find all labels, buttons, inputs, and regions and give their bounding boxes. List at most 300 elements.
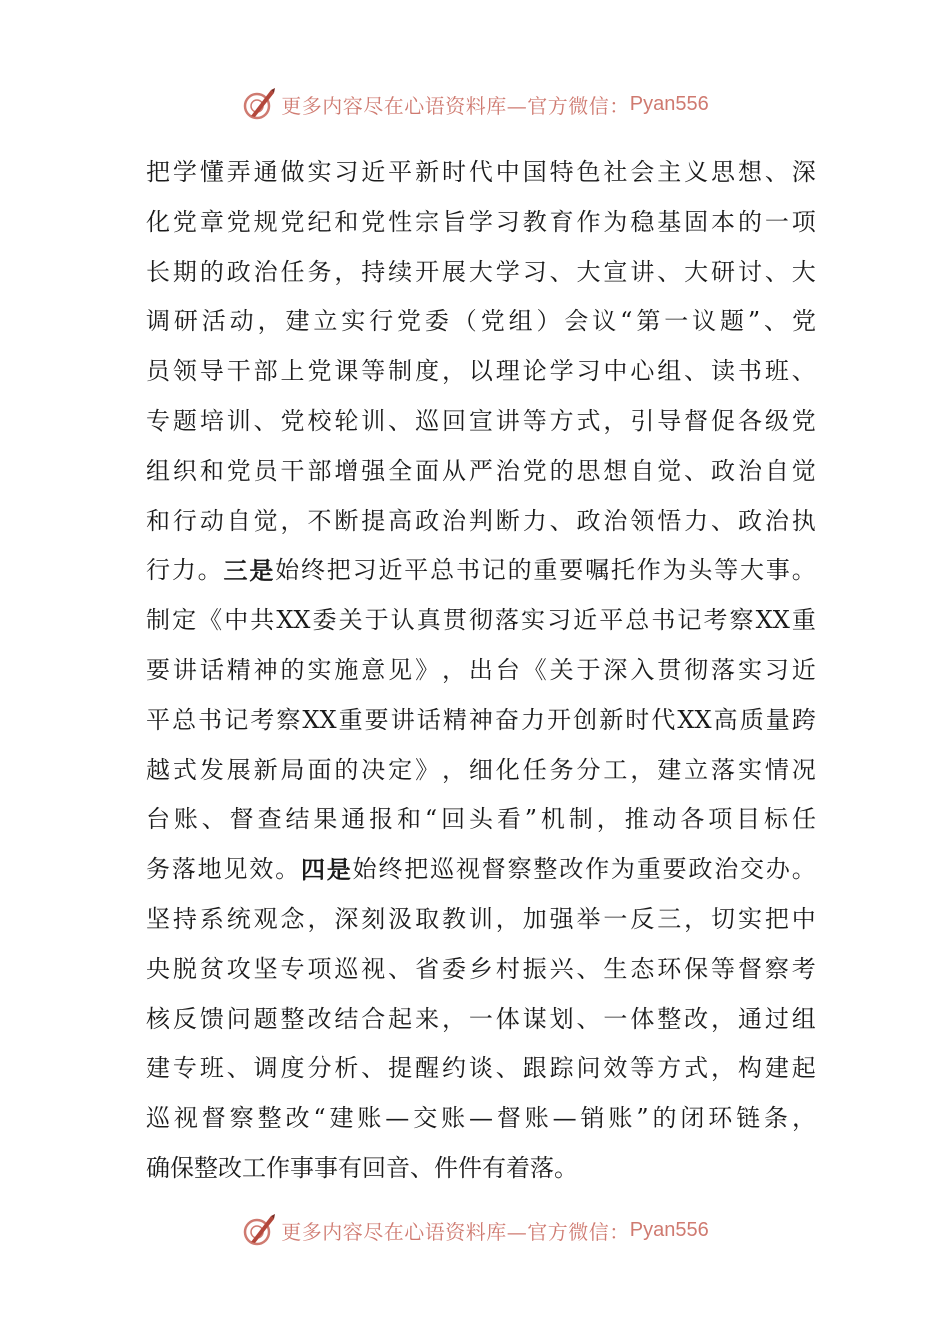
glyph: 组 [791,1004,816,1033]
glyph: 促 [711,406,736,435]
glyph: 立 [313,307,338,336]
glyph: 上 [280,357,305,386]
glyph: 全 [388,456,413,485]
glyph: 共 [250,606,275,635]
glyph: 《 [198,606,223,635]
glyph: 书 [455,556,480,585]
glyph: 音 [386,1153,410,1182]
glyph: 《 [522,655,547,684]
glyph: 活 [201,307,226,336]
glyph: 振 [522,954,547,983]
text-line [146,397,816,447]
glyph: 习 [352,556,377,585]
quill-logo-icon [241,1212,277,1248]
glyph: 期 [172,257,197,286]
glyph: “ [424,805,438,834]
glyph: 义 [684,158,709,186]
glyph: 持 [361,257,386,286]
glyph: 议 [592,307,617,336]
glyph: 导 [657,406,682,435]
glyph: 研 [173,307,198,336]
glyph: 精 [226,655,251,684]
glyph: 视 [173,1104,198,1133]
glyph: 入 [630,655,655,684]
glyph: 督 [496,1104,521,1133]
glyph: 局 [280,755,305,784]
glyph: 习 [334,158,359,186]
glyph: 巡 [430,855,455,884]
text-line [146,1144,816,1194]
glyph: 治 [441,506,466,535]
glyph: 见 [223,855,248,884]
glyph: 自 [630,456,655,485]
glyph: 党 [522,456,547,485]
glyph: 察 [729,606,754,635]
glyph: 党 [397,307,422,336]
glyph: 出 [468,655,493,684]
glyph: 训 [226,406,251,435]
glyph: 近 [791,655,816,684]
glyph: 严 [468,456,493,485]
glyph: 觉 [791,456,816,485]
glyph: 近 [378,556,403,585]
glyph: 力 [521,705,546,734]
glyph: 系 [199,904,224,933]
glyph: 的 [507,556,532,585]
glyph: 题 [172,406,197,435]
glyph: 实 [521,606,546,635]
glyph: 过 [764,1004,789,1033]
glyph: 事 [314,1153,338,1182]
glyph: 教 [441,904,466,933]
glyph: 自 [226,506,251,535]
glyph: XX [677,705,712,734]
text-line [146,447,816,497]
glyph: 第 [636,307,661,336]
glyph: 社 [603,158,628,186]
glyph: ， [441,655,466,684]
glyph: 动 [652,805,677,834]
glyph: 、 [711,506,736,535]
glyph: 国 [522,158,547,186]
glyph: 固 [684,207,709,236]
glyph: 切 [711,904,736,933]
glyph: 任 [791,805,816,834]
glyph: 从 [441,456,466,485]
glyph: 近 [573,606,598,635]
glyph: 央 [146,954,170,983]
glyph: 把 [764,904,789,933]
glyph: 学 [549,357,574,386]
glyph: 持 [172,904,197,933]
glyph: 等 [711,954,736,983]
glyph: 断 [495,506,520,535]
glyph: 重 [791,606,816,635]
glyph: 链 [736,1104,761,1133]
glyph: — [468,1104,493,1133]
glyph: 有 [482,1153,506,1182]
glyph: 度 [415,357,440,386]
glyph: 事 [765,556,790,585]
glyph: 政 [226,257,251,286]
glyph: 条 [764,1104,789,1133]
glyph: 取 [415,904,440,933]
glyph: 有 [338,1153,362,1182]
glyph: 刻 [361,904,386,933]
glyph: 时 [441,158,466,186]
glyph: 生 [603,954,628,983]
glyph: 不 [307,506,332,535]
glyph: 关 [549,655,574,684]
glyph: 改 [307,1004,332,1033]
glyph: 。 [791,855,816,884]
glyph: 班 [764,357,789,386]
glyph: 重 [533,556,558,585]
glyph: 查 [257,805,282,834]
glyph: 定 [388,755,413,784]
glyph: 弄 [226,158,251,186]
glyph: 一 [603,904,628,933]
glyph: 的 [549,456,574,485]
glyph: 实 [737,655,762,684]
glyph: 讲 [172,655,197,684]
glyph: 创 [573,705,598,734]
glyph: 建 [285,307,310,336]
glyph: 一 [764,207,789,236]
glyph: 三 [657,904,682,933]
glyph: 终 [378,855,403,884]
glyph: 记 [677,606,702,635]
glyph: 制 [146,606,170,635]
glyph: 等 [361,357,386,386]
glyph: 续 [388,257,413,286]
glyph: 观 [253,904,278,933]
glyph: 习 [547,606,572,635]
glyph: 整 [194,1153,218,1182]
glyph: 训 [468,904,493,933]
glyph: 题 [719,307,744,336]
glyph: 展 [441,257,466,286]
text-line [146,895,816,945]
glyph: 立 [684,755,709,784]
glyph: 建 [329,1104,354,1133]
glyph: 面 [307,755,332,784]
glyph: 领 [172,357,197,386]
glyph: 账 [608,1104,633,1133]
glyph: 讲 [390,705,415,734]
glyph: 改 [559,855,584,884]
glyph: 心 [630,357,655,386]
glyph: 精 [442,705,467,734]
glyph: ” [636,1104,649,1133]
glyph: 深 [334,904,359,933]
glyph: 建 [764,1054,789,1083]
glyph: 分 [307,1054,332,1083]
glyph: 理 [495,357,520,386]
glyph: 作 [585,855,610,884]
glyph: 项 [307,954,332,983]
glyph: 通 [341,805,366,834]
glyph: 回 [362,1153,386,1182]
glyph: 、 [791,357,816,386]
glyph: 督 [684,406,709,435]
glyph: 脱 [172,954,197,983]
glyph: 记 [481,556,506,585]
text-line [146,148,816,198]
glyph: 、 [549,506,574,535]
glyph: 治 [764,506,789,535]
glyph: 中 [495,158,520,186]
glyph: 会 [564,307,589,336]
glyph: 督 [229,805,254,834]
glyph: 新 [599,705,624,734]
glyph: 闭 [680,1104,705,1133]
glyph: 性 [388,207,413,236]
glyph: 政 [576,506,601,535]
glyph: 神 [253,655,278,684]
glyph: 作 [266,1153,290,1182]
glyph: 工 [603,755,628,784]
glyph: 反 [172,1004,197,1033]
glyph: 员 [146,357,170,386]
glyph: 判 [468,506,493,535]
glyph: 考 [703,606,728,635]
glyph: 实 [341,307,366,336]
glyph: XX [276,606,311,635]
bold-keyword: 四 [300,855,325,885]
text-line [146,646,816,696]
glyph: 面 [415,456,440,485]
text-line [146,198,816,248]
glyph: 治 [495,456,520,485]
glyph: 大 [791,257,816,286]
glyph: 落 [711,655,736,684]
glyph: 巡 [334,954,359,983]
glyph: 态 [630,954,655,983]
glyph: （ [452,307,477,336]
glyph: 轮 [334,406,359,435]
glyph: ， [791,1104,816,1133]
glyph: 作 [636,556,661,585]
glyph: 考 [791,954,816,983]
glyph: 着 [506,1153,530,1182]
banner-text: 更多内容尽在心语资料库—官方微信： [281,93,630,118]
glyph: 党 [226,207,251,236]
glyph: 习 [764,655,789,684]
glyph: 为 [662,556,687,585]
glyph: 督 [201,1104,226,1133]
glyph: 察 [764,954,789,983]
glyph: 强 [361,456,386,485]
glyph: 谋 [522,1004,547,1033]
glyph: 落 [530,1153,554,1182]
glyph: ， [603,406,628,435]
glyph: 治 [603,506,628,535]
glyph: 举 [576,904,601,933]
glyph: 合 [361,1004,386,1033]
banner-wechat-handle: Pyan556 [629,92,709,115]
glyph: 核 [146,1004,170,1033]
glyph: 目 [736,805,761,834]
glyph: 落 [494,606,519,635]
glyph: 制 [568,805,593,834]
glyph: 以 [468,357,493,386]
glyph: 考 [250,705,275,734]
glyph: 乡 [468,954,493,983]
glyph: ， [630,755,655,784]
glyph: 分 [576,755,601,784]
glyph: 馈 [199,1004,224,1033]
glyph: 委 [312,606,337,635]
glyph: 嘱 [585,556,610,585]
glyph: 意 [361,655,386,684]
glyph: 平 [599,606,624,635]
glyph: 的 [199,257,224,286]
glyph: 。 [791,556,816,585]
glyph: 会 [630,158,655,186]
glyph: 起 [791,1054,816,1083]
glyph: 懂 [199,158,224,186]
glyph: 兴 [549,954,574,983]
glyph: 把 [146,158,170,186]
glyph: 提 [388,1054,413,1083]
glyph: 讲 [630,257,655,286]
glyph: — [385,1104,410,1133]
glyph: 觉 [253,506,278,535]
glyph: 要 [559,556,584,585]
glyph: 账 [173,805,198,834]
glyph: 专 [172,1054,197,1083]
glyph: 组 [657,357,682,386]
glyph: 看 [496,805,521,834]
bold-keyword: 是 [326,855,351,885]
glyph: 的 [652,1104,677,1133]
glyph: 记 [224,705,249,734]
glyph: 委 [441,954,466,983]
glyph: 贯 [657,655,682,684]
glyph: 断 [334,506,359,535]
glyph: 培 [199,406,224,435]
glyph: 部 [307,456,332,485]
glyph: 起 [388,1004,413,1033]
glyph: 、 [388,954,413,983]
glyph: 坚 [146,904,170,933]
glyph: 整 [257,1104,282,1133]
glyph: 决 [361,755,386,784]
glyph: 习 [522,257,547,286]
glyph: 改 [285,1104,310,1133]
text-line [146,696,816,746]
glyph: 确 [146,1153,170,1182]
glyph: 台 [146,805,170,834]
glyph: 来 [415,1004,440,1033]
glyph: 效 [249,855,274,884]
glyph: “ [620,307,633,336]
glyph: 书 [651,606,676,635]
glyph: 总 [625,606,650,635]
glyph: 政 [711,456,736,485]
glyph: 实 [307,655,332,684]
glyph: 话 [416,705,441,734]
glyph: ， [596,805,621,834]
glyph: 执 [791,506,816,535]
glyph: 党 [226,456,251,485]
glyph: 始 [275,556,300,585]
glyph: 整 [280,1004,305,1033]
glyph: XX [302,705,337,734]
glyph: 、 [764,257,789,286]
glyph: 动 [199,506,224,535]
glyph: 等 [714,556,739,585]
glyph: 醒 [415,1054,440,1083]
glyph: 导 [199,357,224,386]
glyph: 中 [603,357,628,386]
glyph: 发 [199,755,224,784]
glyph: 政 [688,855,713,884]
text-line [146,995,816,1045]
glyph: 新 [415,158,440,186]
glyph: 结 [285,805,310,834]
glyph: 关 [338,606,363,635]
glyph: 党 [307,357,332,386]
glyph: 》 [415,655,440,684]
glyph: 平 [404,556,429,585]
glyph: 作 [576,207,601,236]
glyph: 宣 [468,406,493,435]
glyph: 习 [576,357,601,386]
footer-banner [0,1210,950,1250]
glyph: 和 [334,207,359,236]
glyph: 件 [458,1153,482,1182]
glyph: 回 [441,805,466,834]
glyph: 式 [684,1054,709,1083]
glyph: 为 [610,855,635,884]
glyph: 真 [416,606,441,635]
glyph: 地 [197,855,222,884]
glyph: 况 [791,755,816,784]
glyph: 见 [388,655,413,684]
glyph: 章 [199,207,224,236]
glyph: 察 [229,1104,254,1133]
glyph: 纪 [307,207,332,236]
glyph: 、 [764,158,789,186]
glyph: 落 [711,755,736,784]
glyph: 越 [146,755,170,784]
glyph: 建 [146,1054,170,1083]
glyph: 制 [388,357,413,386]
glyph: 、 [388,406,413,435]
glyph: 销 [580,1104,605,1133]
glyph: 反 [630,904,655,933]
glyph: 力 [522,506,547,535]
glyph: 巡 [415,406,440,435]
glyph: 项 [708,805,733,834]
text-line [146,497,816,547]
banner-wechat-handle: Pyan556 [629,1218,709,1241]
glyph: 党 [280,207,305,236]
glyph: 头 [468,805,493,834]
glyph: 课 [334,357,359,386]
glyph: ， [257,307,282,336]
glyph: 于 [576,655,601,684]
glyph: 、 [495,1054,520,1083]
glyph: 调 [253,1054,278,1083]
glyph: 把 [326,556,351,585]
glyph: 长 [146,257,170,286]
glyph: 题 [253,1004,278,1033]
glyph: 。 [197,556,222,585]
bold-keyword: 是 [249,556,274,586]
